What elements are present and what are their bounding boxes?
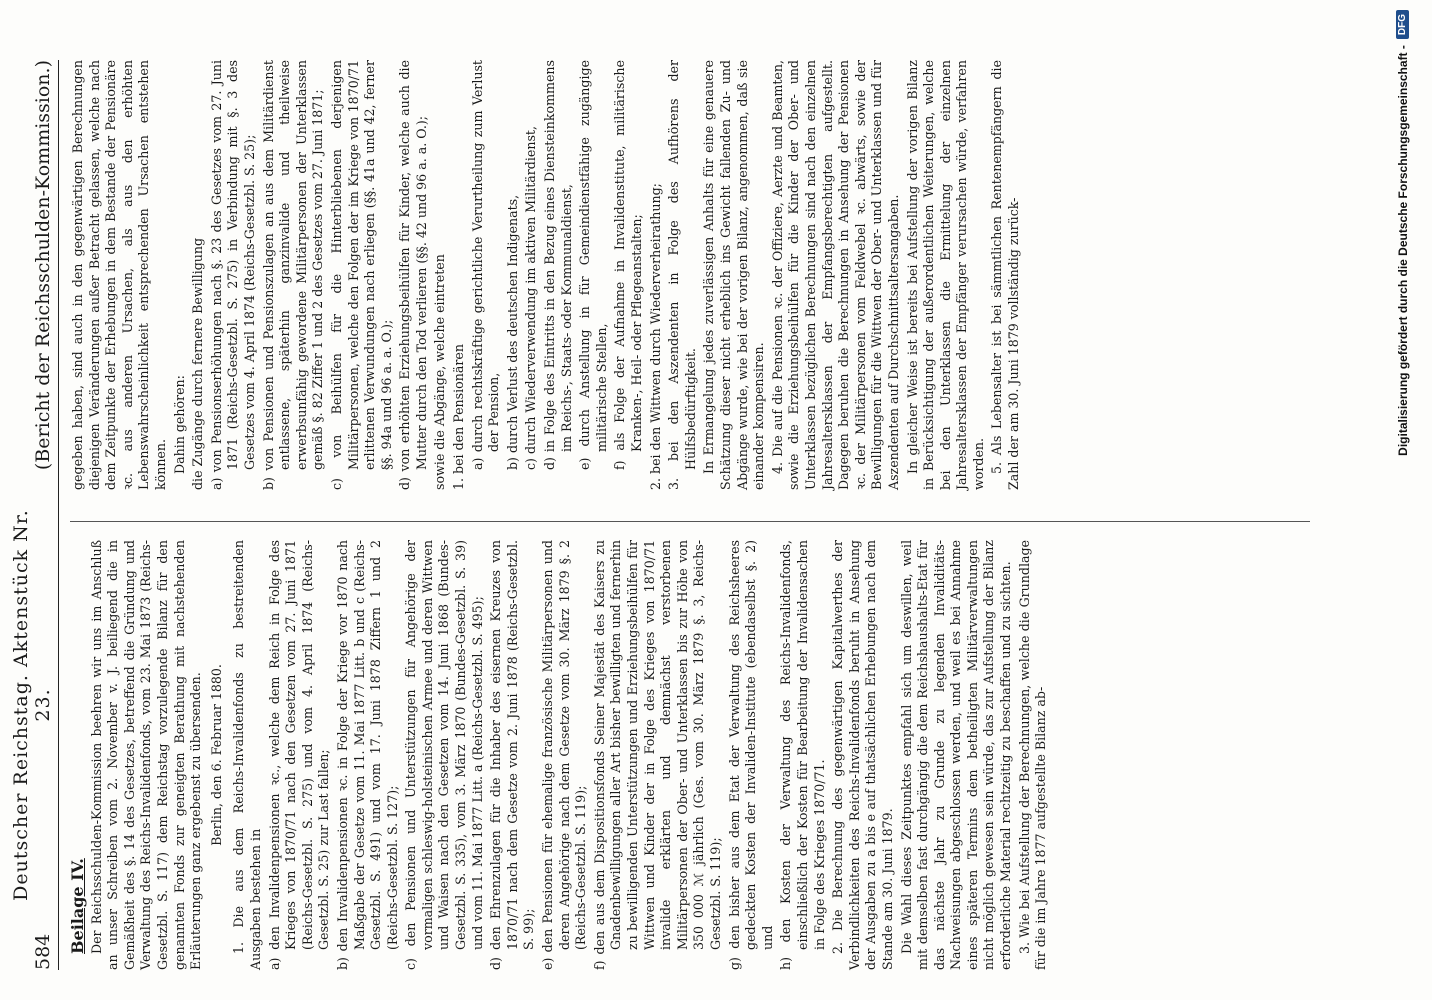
paragraph-1: 1. Die aus dem Reichs-Invalidenfonds zu bestreitenden Ausgaben bestehen in <box>231 540 263 970</box>
list-item: b) durch Verlust des deutschen Indigenats, <box>504 194 520 470</box>
list-item: e) den Pensionen für ehemalige französische Militärpersonen und deren Angehörige nach dem Gesetze vom 30. März 1879 §. 2 (Reichs-Gesetzbl. S. 119); <box>540 540 589 970</box>
dateline: Berlin, den 6. Februar 1880. <box>208 664 224 846</box>
intro-paragraph: Der Reichsschulden-Kommission beehren wir uns im Anschluß an unser Schreiben vom 2. November v. J. beiliegend die in Gemäßheit des §. 14 des Gesetzes, betreffend die Gründung und Verwaltung des Reichs-Invalidenfonds, vom 23. Mai 1873 (Reichs-Gesetzbl. S. 117) dem Reichstag vorzulegende Bilanz für den genannten Fonds zur geneigten Berathung mit nachstehenden Erläuterungen ganz ergebenst zu übersenden. <box>88 540 204 970</box>
list-item: d) in Folge des Eintritts in den Bezug eines Diensteinkommens im Reichs-, Staats- oder Kommunaldienst, <box>542 60 574 470</box>
dfg-logo: DFG <box>1396 10 1409 39</box>
list-item: g) den bisher aus dem Etat der Verwaltung des Reichsheeres gedeckten Kosten der Invaliden-Institute (ebendaselbst §. 2) und <box>726 540 775 970</box>
paragraph-3: 3. Wie bei Aufstellung der Berechnungen, welche die Grundlage für die im Jahre 1877 aufgestellte Bilanz ab- <box>1016 540 1049 970</box>
credit-text: Digitalisierung gefördert durch die Deutsche Forschungsgemeinschaft - <box>1395 45 1410 456</box>
list-item: a) von Pensionserhöhungen nach §. 23 des Gesetzes vom 27. Juni 1871 (Reichs-Gesetzbl. S. 275) in Verbindung mit §. 3 des Gesetzes vom 4. April 1874 (Reichs-Gesetzbl. S. 25); <box>208 60 257 490</box>
list-item: c) den Pensionen und Unterstützungen für Angehörige der vormaligen schleswig-holsteinischen Armee und deren Wittwen und Waisen nach den Gesetzen vom 14. Juni 1868 (Bundes-Gesetzbl. S. 335), vom 3. März 1870 (Bundes-Gesetzbl. S. 39) und vom 11. Mai 1877 Litt. a (Reichs-Gesetzbl. S. 495); <box>403 540 485 970</box>
list-item: c) von Beihülfen für die Hinterbliebenen derjenigen Militärpersonen, welche den Folgen der im Kriege von 1870/71 erlittenen Verwundungen nach erliegen (§§. 41a und 42, ferner §§. 94a und 96 a. a. O.); <box>328 60 394 490</box>
beilage-heading: Beilage IV. <box>68 858 87 954</box>
continued-paragraph: gegeben haben, sind auch in den gegenwärtigen Berechnungen diejenigen Veränderungen außer Betracht gelassen, welche nach dem Zeitpunkte der Erhebungen in dem Bestande der Pensionäre ꝛc. aus anderen Ursachen, als aus den erhöhten Lebenswahrscheinlichkeit entsprechenden Ursachen entstehen können. <box>70 60 168 490</box>
paragraph-4: 4. Die auf die Pensionen ꝛc. der Offiziere, Aerzte und Beamten, sowie die Erziehungsbeihülfen für die Kinder der Ober- und Unterklassen bezüglichen Berechnungen sind nach den einzelnen Jahresaltersklassen der Empfangsberechtigten aufgestellt. Dagegen beruhen die Berechnungen in Ansehung der Pensionen ꝛc. der Militärpersonen vom Feldwebel ꝛc. abwärts, sowie der Bewilligungen für die Wittwen der Ober- und Unterklassen und für Aszendenten auf Durchschnittsaltersangaben. <box>769 60 901 490</box>
list-item: a) den Invalidenpensionen ꝛc., welche dem Reich in Folge des Krieges von 1870/71 nach den Gesetzen vom 27. Juni 1871 (Reichs-Gesetzbl. S. 275) und vom 4. April 1874 (Reichs-Gesetzbl. S. 25) zur Last fallen; <box>266 540 332 970</box>
dahin-line: Dahin gehören: <box>171 375 187 474</box>
paragraph-2b: Die Wahl dieses Zeitpunktes empfahl sich um deswillen, weil mit demselben fast durchgängig die dem Reichshaushalts-Etat für das nächste Jahr zu Grunde zu legenden Invaliditäts-Nachweisungen abgeschlossen werden, und weil es bei Annahme eines späteren Termins dem betheiligten Militärverwaltungen nicht möglich gewesen sein würde, das zur Aufstellung der Bilanz erforderliche Material rechtzeitig zu beschaffen und zu sichten. <box>898 540 1014 970</box>
paragraph-4b: In gleicher Weise ist bereits bei Aufstellung der vorigen Bilanz in Berücksichtigung der außerordentlichen Weiterungen, welche bei den Unterklassen die Ermittelung der einzelnen Jahresaltersklassen der Empfänger verursachen würde, verfahren worden. <box>904 60 986 490</box>
list-item: b) von Pensionen und Pensionszulagen an aus dem Militärdienst entlassene, späterhin ganzinvalide und theilweise erwerbsunfähig gewordene Militärpersonen der Unterklassen gemäß §. 82 Ziffer 1 und 2 des Gesetzes vom 27. Juni 1871; <box>260 60 326 490</box>
list-item: f) als Folge der Aufnahme in Invalidenstitute, militärische Kranken-, Heil- oder Pflegeanstalten; <box>612 60 644 470</box>
list-item: a) durch rechtskräftige gerichtliche Verurtheilung zum Verlust der Pension, <box>469 60 502 470</box>
abgaenge-line: sowie die Abgänge, welche eintreten <box>432 254 448 490</box>
right-column <box>70 60 1320 490</box>
left-column <box>70 540 1320 970</box>
paragraph-5: 5. Als Lebensalter ist bei sämmtlichen Rentenempfängern die Zahl der am 30. Juni 1879 vollständig zurück- <box>989 60 1022 490</box>
list-item: b) den Invalidenpensionen ꝛc. in Folge der Kriege vor 1870 nach Maßgabe der Gesetze vom 11. Mai 1877 Litt. b und c (Reichs-Gesetzbl. S. 491) und vom 17. Juni 1878 Ziffern 1 und 2 (Reichs-Gesetzbl. S. 127); <box>334 540 400 970</box>
list-item: h) den Kosten der Verwaltung des Reichs-Invalidenfonds, einschließlich der Kosten für Bearbeitung der Invalidensachen in Folge des Krieges 1870/71. <box>778 540 827 970</box>
zugang-line: die Zugänge durch fernere Bewilligung <box>190 237 206 490</box>
list-item: d) den Ehrenzulagen für die Inhaber des eisernen Kreuzes von 1870/71 nach dem Gesetze vom 2. Juni 1878 (Reichs-Gesetzbl. S. 99); <box>488 540 537 970</box>
header-section: (Bericht der Reichsschulden-Kommission.) <box>32 60 54 471</box>
column-divider <box>70 521 1310 522</box>
list-item: f) den aus dem Dispositionsfonds Seiner Majestät des Kaisers zu Gnadenbewilligungen aller Art bisher bewilligten und fernerhin zu bewilligenden Unterstützungen und Erziehungsbeihülfen für Wittwen und Kinder der in Folge des Krieges von 1870/71 invalide erklärten und demnächst verstorbenen Militärpersonen der Ober- und Unterklassen bis zur Höhe von 350 000 ℳ jährlich (Ges. vom 30. März 1879 §. 3, Reichs-Gesetzbl. S. 119); <box>591 540 723 970</box>
running-header <box>10 60 59 970</box>
digitization-credit <box>1375 0 1430 1000</box>
list-item: c) durch Wiederverwendung im aktiven Militärdienst, <box>523 126 539 470</box>
list-item: d) von erhöhten Erziehungsbeihülfen für Kinder, welche auch die Mutter durch den Tod verlieren (§§. 42 und 96 a. a. O.); <box>397 60 429 490</box>
paragraph-2: 2. Die Berechnung des gegenwärtigen Kapitalwerthes der Verbindlichkeiten des Reichs-Invalidenfonds beruht in Ansehung der Ausgaben zu a bis e auf thatsächlichen Erhebungen nach dem Stande am 30. Juni 1879. <box>830 540 895 970</box>
list-item: e) durch Anstellung in für Gemeindienstfähige zugängige militärische Stellen, <box>577 60 609 470</box>
header-title: Deutscher Reichstag. Aktenstück Nr. 23. <box>10 509 54 901</box>
ermangelung-paragraph: In Ermangelung jedes zuverlässigen Anhalts für eine genauere Schätzung dieser nicht erheblich ins Gewicht fallenden Zu- und Abgänge wurde, wie bei der vorigen Bilanz, angenommen, daß sie einander kompensiren. <box>701 60 767 490</box>
list-item: 3. bei den Aszendenten in Folge des Aufhörens der Hülfsbedürftigkeit. <box>666 60 698 490</box>
list-item: 1. bei den Pensionären <box>451 344 467 490</box>
list-item: 2. bei den Wittwen durch Wiederverheirathung; <box>647 183 663 490</box>
page-number: 584 <box>32 933 54 970</box>
